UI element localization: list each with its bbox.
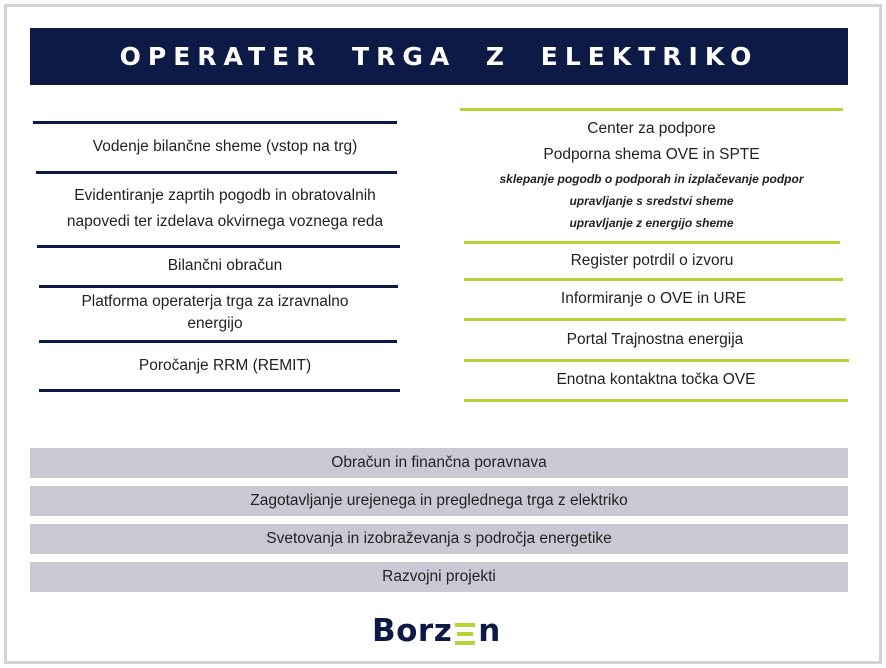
right-item-label: Informiranje o OVE in URE (560, 290, 747, 307)
right-item-label: Enotna kontaktna točka OVE (556, 371, 756, 388)
left-item-line: Bilančni obračun (167, 257, 283, 274)
band-label: Razvojni projekti (382, 568, 496, 585)
left-item-balance-scheme (36, 124, 414, 170)
logo-text-start: Borz (372, 613, 453, 649)
diagram-title: OPERATER TRGA Z ELEKTRIKO (119, 42, 759, 71)
left-separator (39, 389, 400, 392)
right-item-label: Portal Trajnostna energija (566, 330, 744, 348)
left-item-balance-settlement (36, 248, 414, 284)
logo-text-end: n (478, 613, 501, 649)
support-detail: upravljanje z energijo sheme (569, 216, 734, 230)
right-item-sustainable-portal (464, 321, 846, 358)
left-item-line: Poročanje RRM (REMIT) (138, 356, 312, 374)
right-item-guarantees-register (464, 244, 840, 277)
support-scheme-title: Podporna shema OVE in SPTE (543, 146, 760, 163)
band-label: Svetovanja in izobraževanja s področja energetike (266, 530, 612, 547)
left-item-line: Vodenje bilančne sheme (vstop na trg) (92, 138, 358, 155)
left-item-closed-contracts (36, 174, 414, 244)
band-orderly-market (30, 486, 848, 516)
left-item-line: Platforma operaterja trga za izravnalno (81, 293, 349, 310)
support-center-block (460, 111, 843, 239)
band-label: Obračun in finančna poravnava (331, 454, 547, 471)
support-detail: sklepanje pogodb o podporah in izplačevanje podpor (499, 172, 804, 186)
band-label: Zagotavljanje urejenega in preglednega trga z elektriko (250, 492, 628, 509)
right-item-label: Register potrdil o izvoru (570, 251, 734, 269)
title-bar (30, 28, 848, 85)
support-center-title: Center za podpore (587, 120, 716, 137)
left-item-line: Evidentiranje zaprtih pogodb in obratovalnih (74, 187, 376, 204)
left-item-line: napovedi ter izdelava okvirnega voznega reda (66, 213, 384, 230)
band-development-projects (30, 562, 848, 592)
band-consulting-education (30, 524, 848, 554)
left-item-line: energijo (187, 315, 243, 332)
left-item-rrm-reporting (36, 343, 414, 388)
left-item-balancing-platform (36, 288, 394, 338)
borzen-logo (372, 610, 501, 652)
right-item-contact-point (464, 362, 848, 398)
right-item-ove-ure-info (464, 281, 843, 317)
logo-e-icon (455, 623, 475, 645)
band-financial-settlement (30, 448, 848, 478)
support-detail: upravljanje s sredstvi sheme (569, 194, 734, 208)
right-separator (464, 399, 848, 402)
